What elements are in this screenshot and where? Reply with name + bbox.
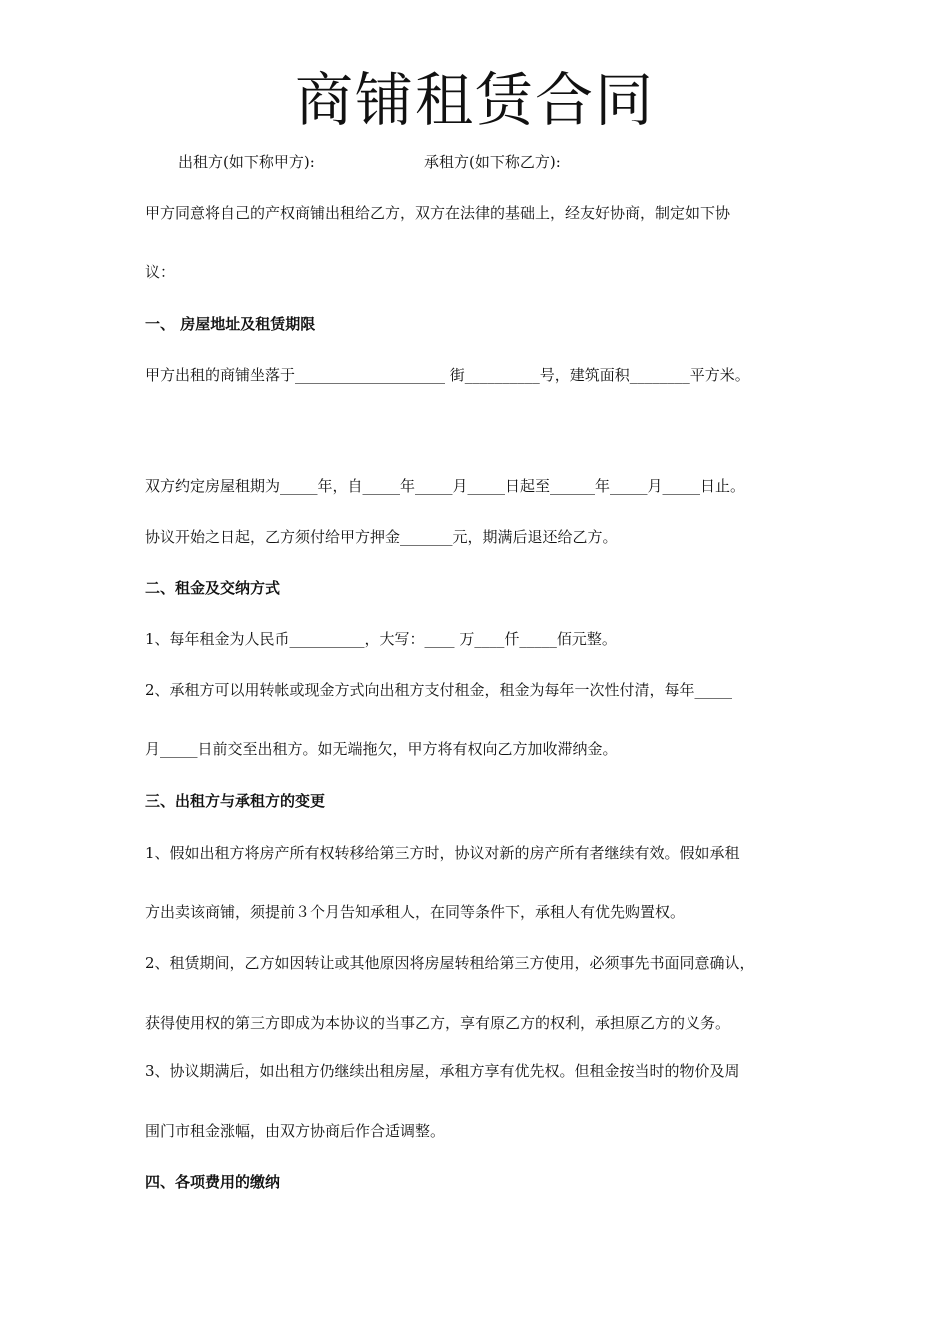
section-3-paragraph-2-line-2: 获得使用权的第三方即成为本协议的当事乙方，享有原乙方的权利，承担原乙方的义务。 (145, 1014, 731, 1032)
section-3-paragraph-1-line-1: 1、假如出租方将房产所有权转移给第三方时，协议对新的房产所有者继续有效。假如承租 (145, 844, 740, 862)
section-3-paragraph-3-line-1: 3、协议期满后，如出租方仍继续出租房屋，承租方享有优先权。但租金按当时的物价及周 (145, 1062, 740, 1080)
intro-line-2: 议： (145, 263, 176, 281)
party-a-label: 出租方(如下称甲方): (178, 153, 315, 171)
party-b-label: 承租方(如下称乙方): (424, 153, 561, 171)
section-1-paragraph-1: 甲方出租的商铺坐落于____________________ 街__________号，建筑面积________平方米。 (145, 366, 750, 384)
section-2-paragraph-2-line-1: 2、承租方可以用转帐或现金方式向出租方支付租金，租金为每年一次性付清，每年_____ (145, 681, 733, 699)
section-3-heading: 三、出租方与承租方的变更 (145, 792, 326, 810)
document-title: 商铺租赁合同 (294, 66, 655, 134)
section-3-paragraph-3-line-2: 围门市租金涨幅，由双方协商后作合适调整。 (145, 1122, 446, 1140)
section-1-paragraph-2: 双方约定房屋租期为_____年，自_____年_____月_____日起至______年_____月_____日止。 (145, 477, 746, 495)
intro-line-1: 甲方同意将自己的产权商铺出租给乙方，双方在法律的基础上，经友好协商，制定如下协 (145, 204, 731, 222)
section-1-paragraph-3: 协议开始之日起，乙方须付给甲方押金_______元，期满后退还给乙方。 (145, 528, 618, 546)
section-3-paragraph-2-line-1: 2、租赁期间，乙方如因转让或其他原因将房屋转租给第三方使用，必须事先书面同意确认， (145, 954, 755, 972)
section-2-paragraph-1: 1、每年租金为人民币__________，大写：____ 万____仟_____佰元整。 (145, 630, 617, 648)
section-2-heading: 二、租金及交纳方式 (145, 579, 281, 597)
section-4-heading: 四、各项费用的缴纳 (145, 1173, 281, 1191)
section-1-heading: 一、 房屋地址及租赁期限 (145, 315, 316, 333)
section-3-paragraph-1-line-2: 方出卖该商铺，须提前３个月告知承租人，在同等条件下，承租人有优先购置权。 (145, 903, 686, 921)
section-2-paragraph-2-line-2: 月_____日前交至出租方。如无端拖欠，甲方将有权向乙方加收滞纳金。 (145, 740, 618, 758)
